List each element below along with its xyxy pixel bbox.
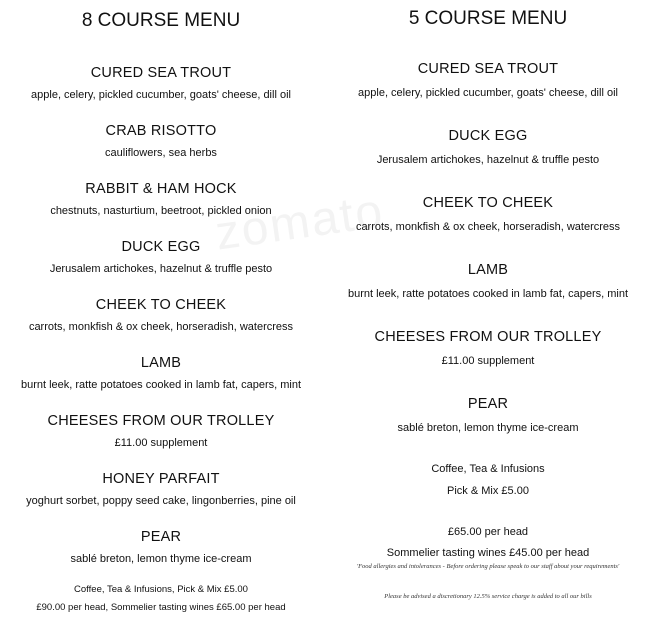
course-name: LAMB [467, 262, 509, 278]
course-name: DUCK EGG [121, 239, 201, 255]
course-description: burnt leek, ratte potatoes cooked in lamb fat, capers, mint [347, 288, 629, 300]
menu-title: 5 COURSE MENU [408, 8, 568, 29]
extras-line: Pick & Mix £5.00 [447, 485, 529, 497]
course-name: CHEESES FROM OUR TROLLEY [47, 413, 275, 429]
service-charge-note: Please be advised a discretionary 12.5% service charge is added to all our bills [384, 593, 592, 600]
course-description: chestnuts, nasturtium, beetroot, pickled onion [50, 205, 272, 217]
course-name: HONEY PARFAIT [102, 471, 220, 487]
watermark-logo: zomato [212, 184, 388, 261]
course-description: cauliflowers, sea herbs [105, 147, 217, 159]
course-name: CHEEK TO CHEEK [422, 195, 554, 211]
course-description: burnt leek, ratte potatoes cooked in lamb fat, capers, mint [20, 379, 302, 391]
course-name: PEAR [467, 396, 509, 412]
course-description: £11.00 supplement [114, 437, 208, 449]
course-description: Jerusalem artichokes, hazelnut & truffle pesto [376, 154, 600, 166]
course-description: sablé breton, lemon thyme ice-cream [397, 422, 579, 434]
five-course-menu [326, 0, 650, 628]
extras-line: Coffee, Tea & Infusions, Pick & Mix £5.00 [74, 584, 248, 595]
course-name: RABBIT & HAM HOCK [85, 181, 237, 197]
course-name: CURED SEA TROUT [90, 65, 232, 81]
price-line: £65.00 per head [447, 526, 529, 538]
course-description: yoghurt sorbet, poppy seed cake, lingonberries, pine oil [26, 495, 296, 507]
course-name: CHEESES FROM OUR TROLLEY [374, 329, 602, 345]
menu-title: 8 COURSE MENU [81, 10, 241, 31]
eight-course-menu [0, 0, 322, 628]
course-name: DUCK EGG [448, 128, 528, 144]
course-description: carrots, monkfish & ox cheek, horseradish, watercress [28, 321, 294, 333]
course-description: apple, celery, pickled cucumber, goats' cheese, dill oil [358, 87, 618, 99]
course-name: CRAB RISOTTO [105, 123, 217, 139]
extras-line: Coffee, Tea & Infusions [431, 463, 545, 475]
course-name: CURED SEA TROUT [417, 61, 559, 77]
course-description: apple, celery, pickled cucumber, goats' cheese, dill oil [31, 89, 291, 101]
course-description: sablé breton, lemon thyme ice-cream [70, 553, 252, 565]
course-name: CHEEK TO CHEEK [95, 297, 227, 313]
price-line: £90.00 per head, Sommelier tasting wines £65.00 per head [36, 602, 286, 613]
allergy-note: 'Food allergies and intolerances - Before ordering please speak to our staff about your requirements' [356, 563, 620, 570]
course-description: Jerusalem artichokes, hazelnut & truffle pesto [49, 263, 273, 275]
course-name: LAMB [140, 355, 182, 371]
course-name: PEAR [140, 529, 182, 545]
wines-line: Sommelier tasting wines £45.00 per head [386, 547, 590, 559]
course-description: £11.00 supplement [441, 355, 535, 367]
course-description: carrots, monkfish & ox cheek, horseradish, watercress [355, 221, 621, 233]
